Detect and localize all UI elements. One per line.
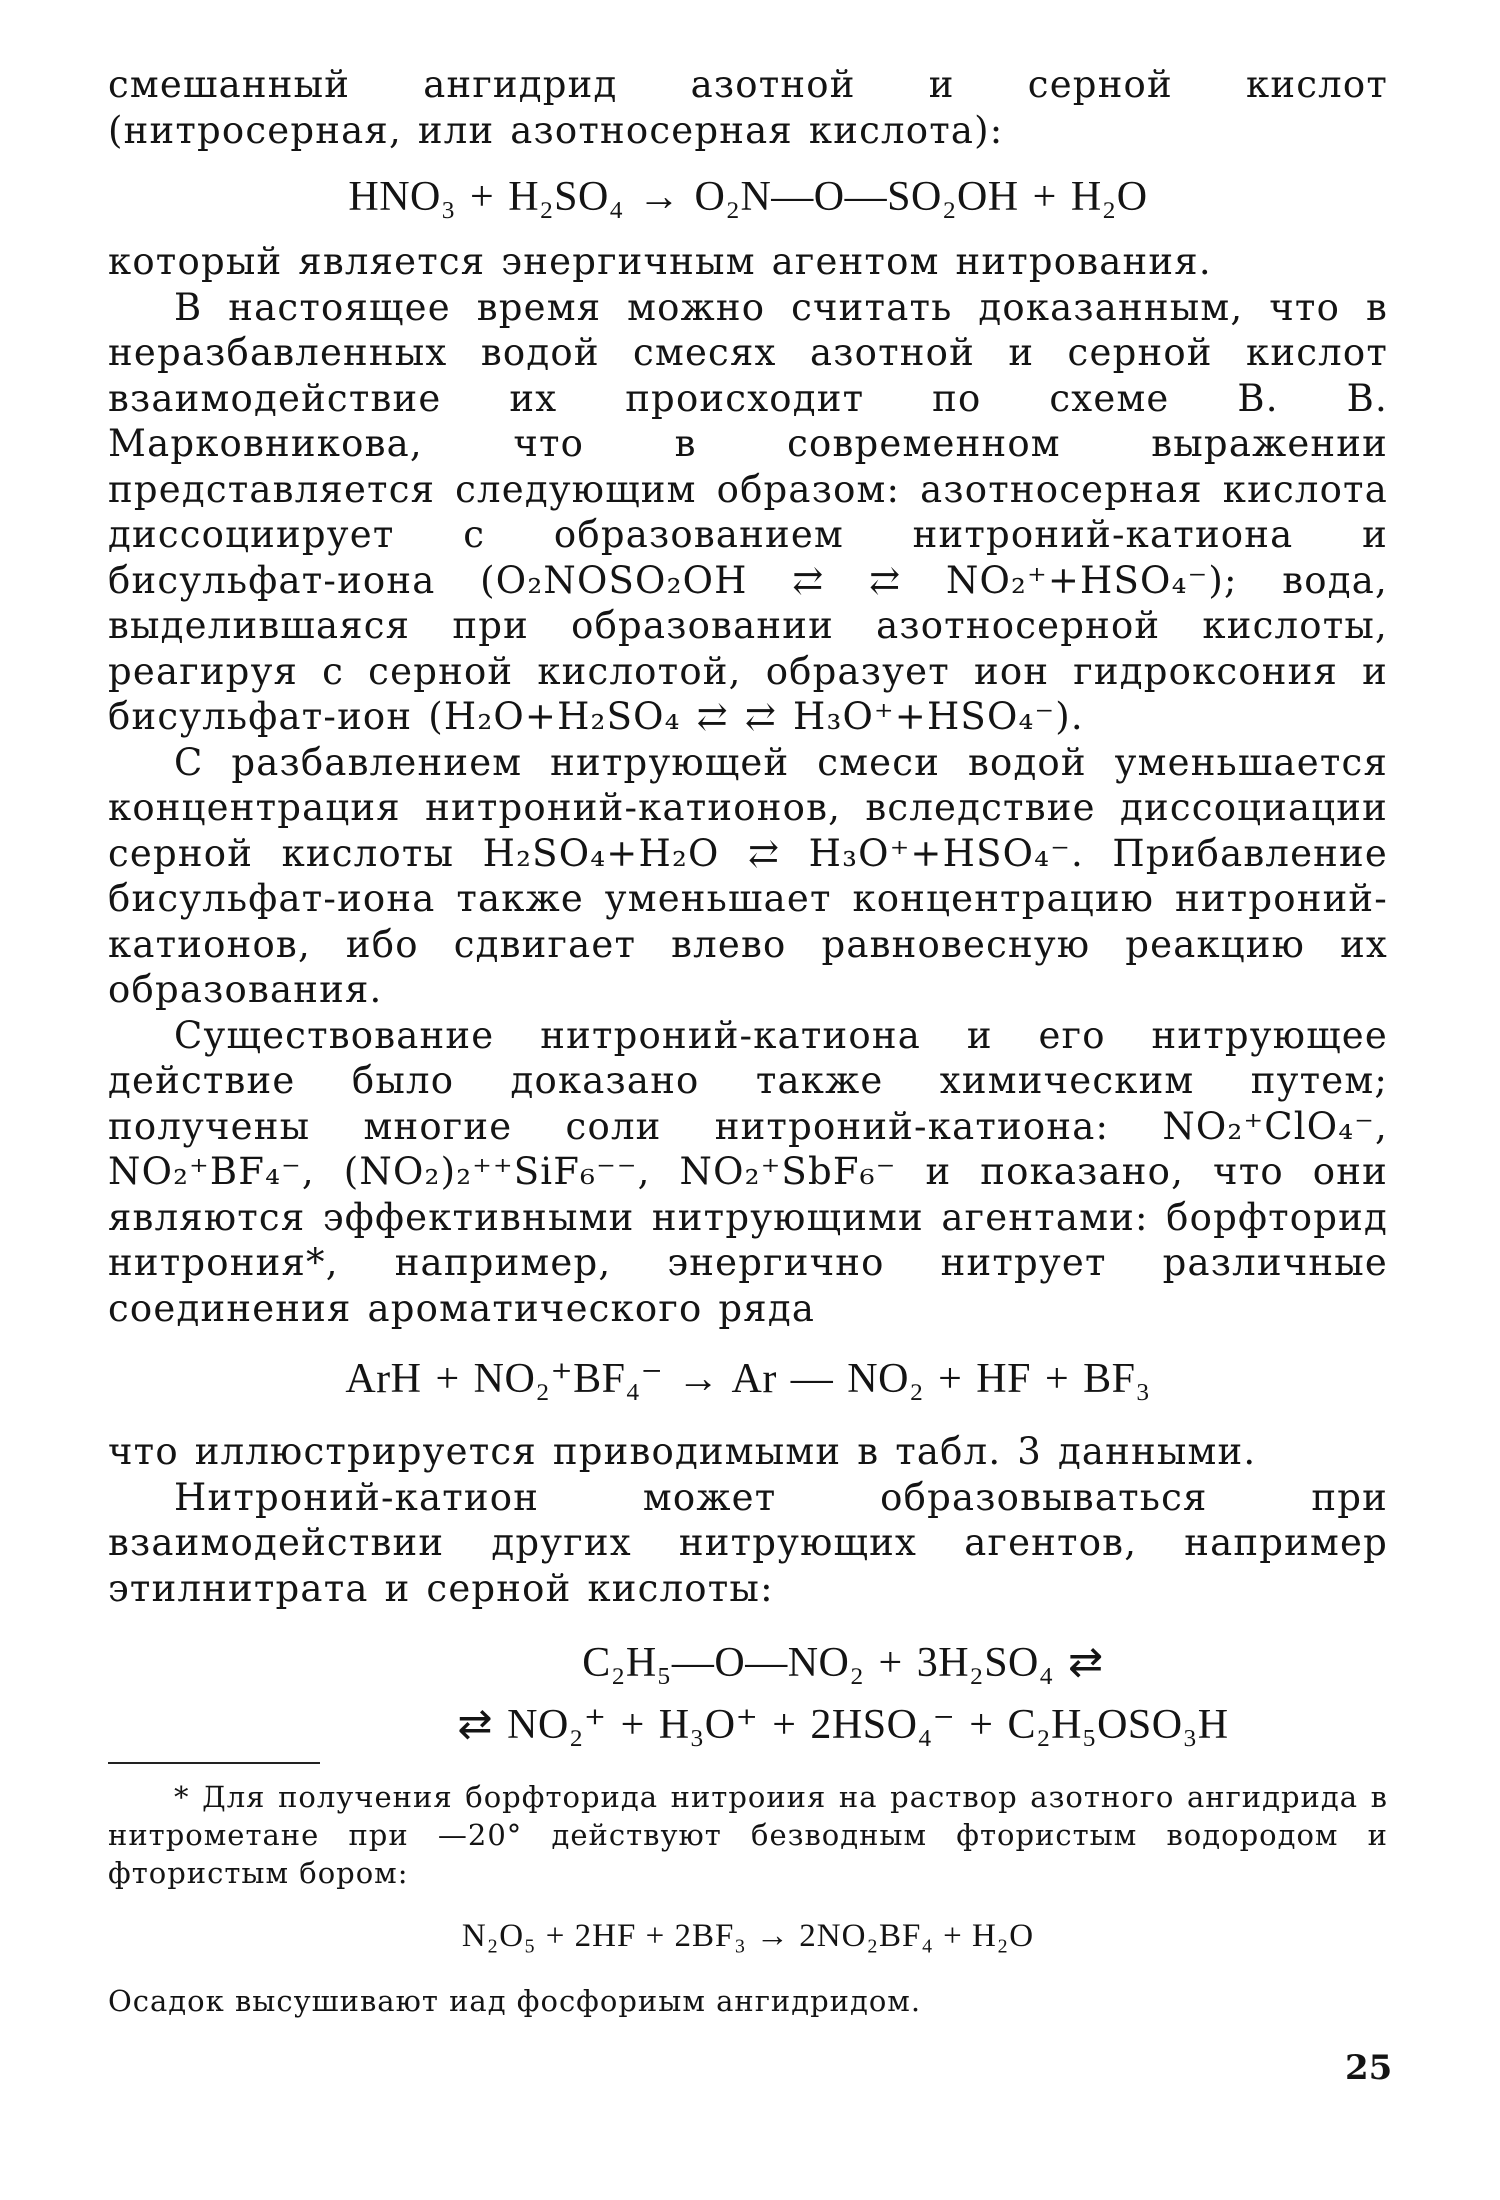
paragraph-dilution: С разбавлением нитрующей смеси водой уменьшается концентрация нитроний-катионов, вследствие диссоциации серной кислоты H₂SO₄+H₂O ⇄ H₃O⁺+HSO₄⁻. Прибавление бисульфат-иона также уменьшает концентрацию нитроний-катионов, ибо сдвигает влево равновесную реакцию их образования. <box>108 740 1388 1011</box>
formula-ethyl-nitrate-line2: ⇄ NO₂⁺ + H₃O⁺ + 2HSO₄⁻ + C₂H₅OSO₃H <box>457 1702 1229 1748</box>
paragraph-ethyl-nitrate: Нитроний-катион может образовываться при взаимодействии других нитрующих агентов, например этилнитрата и серной кислоты: <box>108 1475 1388 1610</box>
paragraph-table-reference: что иллюстрируется приводимыми в табл. 3 данными. <box>108 1430 1257 1473</box>
main-text <box>108 62 1388 1751</box>
paragraph-mixed-anhydride: смешанный ангидрид азотной и серной кислот (нитросерная, или азотносерная кислота): <box>108 63 1388 152</box>
footnote-after-text: Осадок высушивают иад фосфориым ангидридом. <box>108 1984 922 2018</box>
footnote <box>108 1778 1388 2020</box>
formula-nitrosulfuric-acid: HNO₃ + H₂SO₄ → O₂N—O—SO₂OH + H₂O <box>348 174 1148 220</box>
formula-ethyl-nitrate-line1: C₂H₅—O—NO₂ + 3H₂SO₄ ⇄ <box>582 1640 1104 1686</box>
paragraph-nitronium-salts: Существование нитроний-катиона и его нитрующее действие было доказано также химическим путем; получены многие соли нитроний-катиона: NO₂⁺ClO₄⁻, NO₂⁺BF₄⁻, (NO₂)₂⁺⁺SiF₆⁻⁻, NO₂⁺SbF₆⁻ и показано, что они являются эффективными нитрующими агентами: борфторид нитрония*, например, энергично нитрует различные соединения ароматического ряда <box>108 1013 1388 1330</box>
formula-aromatic-nitration: ArH + NO₂⁺BF₄⁻ → Ar — NO₂ + HF + BF₃ <box>345 1356 1151 1402</box>
footnote-formula: N₂O₅ + 2HF + 2BF₃ → 2NO₂BF₄ + H₂O <box>461 1918 1035 1954</box>
footnote-text: * Для получения борфторида нитроиия на раствор азотного ангидрида в нитрометане при —20° действуют безводным фтористым водородом и фтористым бором: <box>108 1780 1388 1890</box>
paragraph-markovnikov-scheme: В настоящее время можно считать доказанным, что в неразбавленных водой смесях азотной и серной кислот взаимодействие их происходит по схеме В. В. Марковникова, что в современном выражении представляется следующим образом: азотносерная кислота диссоциирует с образованием нитроний-катиона и бисульфат-иона (O₂NOSO₂OH ⇄ ⇄ NO₂⁺+HSO₄⁻); вода, выделившаяся при образовании азотносерной кислоты, реагируя с серной кислотой, образует ион гидроксония и бисульфат-ион (H₂O+H₂SO₄ ⇄ ⇄ H₃O⁺+HSO₄⁻). <box>108 285 1388 738</box>
paragraph-nitrating-agent: который является энергичным агентом нитрования. <box>108 240 1212 283</box>
footnote-divider <box>108 1762 320 1764</box>
page-number: 25 <box>1345 2048 1393 2088</box>
